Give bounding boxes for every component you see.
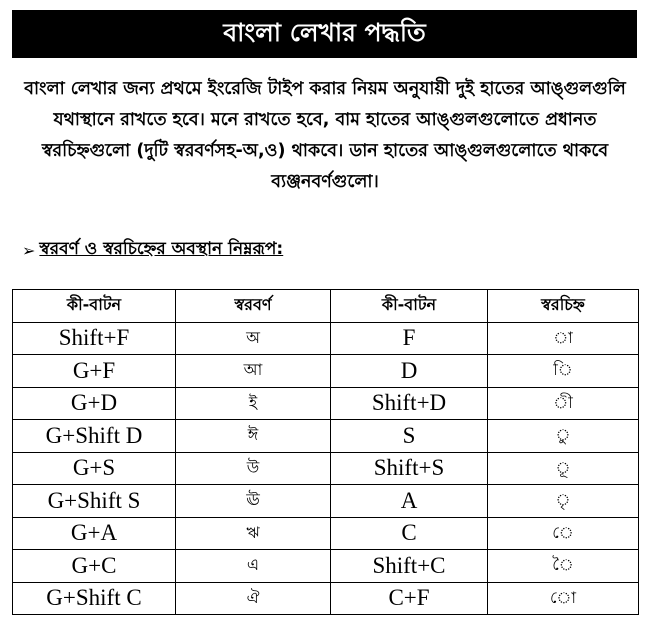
table-cell-vowel-sign: ী bbox=[488, 387, 639, 420]
header-key-button: কী-বাটন bbox=[13, 290, 176, 323]
table-cell-key: G+S bbox=[13, 452, 176, 485]
table-row bbox=[13, 387, 639, 420]
table-cell-key-2: D bbox=[331, 355, 488, 388]
table-cell-key: G+D bbox=[13, 387, 176, 420]
table-cell-vowel-sign: ৃ bbox=[488, 485, 639, 518]
table-cell-vowel: ঋ bbox=[176, 517, 331, 550]
table-cell-key-2: F bbox=[331, 322, 488, 355]
section-heading-text: স্বরবর্ণ ও স্বরচিহ্নের অবস্থান নিম্নরূপ: bbox=[39, 239, 284, 259]
table-cell-key: G+C bbox=[13, 550, 176, 583]
table-cell-key: G+A bbox=[13, 517, 176, 550]
table-row bbox=[13, 550, 639, 583]
table-cell-vowel: আ bbox=[176, 355, 331, 388]
intro-paragraph: বাংলা লেখার জন্য প্রথমে ইংরেজি টাইপ করার নিয়ম অনুযায়ী দুই হাতের আঙ্গুলগুলি যথাস্থানে রাখতে হবে। মনে রাখতে হবে, বাম হাতের আঙ্গুলগুলোতে প্রধানত স্বরচিহ্নগুলো (দুটি স্বরবর্ণসহ-অ,ও) থাকবে। ডান হাতের আঙ্গুলগুলোতে থাকবে ব্যঞ্জনবর্ণগুলো। bbox=[24, 79, 626, 192]
table-cell-vowel: এ bbox=[176, 550, 331, 583]
table-header-row bbox=[13, 290, 639, 323]
key-mapping-table bbox=[12, 289, 639, 615]
table-cell-key-2: Shift+S bbox=[331, 452, 488, 485]
table-cell-key-2: Shift+C bbox=[331, 550, 488, 583]
table-cell-key-2: Shift+D bbox=[331, 387, 488, 420]
table-cell-key-2: C+F bbox=[331, 582, 488, 615]
header-key-button-2: কী-বাটন bbox=[331, 290, 488, 323]
header-vowel: স্বরবর্ণ bbox=[176, 290, 331, 323]
table-row bbox=[13, 452, 639, 485]
table-cell-key: G+Shift S bbox=[13, 485, 176, 518]
table-cell-key: G+Shift C bbox=[13, 582, 176, 615]
table-cell-vowel: ঈ bbox=[176, 420, 331, 453]
arrow-bullet-icon: ➢ bbox=[22, 240, 36, 260]
table-row bbox=[13, 582, 639, 615]
table-cell-vowel: উ bbox=[176, 452, 331, 485]
table-cell-key: Shift+F bbox=[13, 322, 176, 355]
table-row bbox=[13, 322, 639, 355]
table-cell-vowel-sign: ু bbox=[488, 420, 639, 453]
table-cell-vowel: ঊ bbox=[176, 485, 331, 518]
page-title-text: বাংলা লেখার পদ্ধতি bbox=[223, 17, 426, 47]
table-cell-key-2: C bbox=[331, 517, 488, 550]
table-cell-key-2: A bbox=[331, 485, 488, 518]
table-cell-vowel: ই bbox=[176, 387, 331, 420]
table-cell-vowel-sign: া bbox=[488, 322, 639, 355]
table-cell-key: G+Shift D bbox=[13, 420, 176, 453]
table-cell-vowel-sign: ৈ bbox=[488, 550, 639, 583]
table-cell-vowel-sign: ে bbox=[488, 517, 639, 550]
page-title bbox=[12, 10, 637, 58]
table-cell-vowel-sign: ো bbox=[488, 582, 639, 615]
section-heading bbox=[22, 236, 283, 264]
table-row bbox=[13, 355, 639, 388]
table-cell-vowel-sign: ি bbox=[488, 355, 639, 388]
table-cell-key-2: S bbox=[331, 420, 488, 453]
table-cell-key: G+F bbox=[13, 355, 176, 388]
table-row bbox=[13, 420, 639, 453]
header-vowel-sign: স্বরচিহ্ন bbox=[488, 290, 639, 323]
table-row bbox=[13, 517, 639, 550]
table-cell-vowel: ঐ bbox=[176, 582, 331, 615]
table-cell-vowel-sign: ূ bbox=[488, 452, 639, 485]
table-row bbox=[13, 485, 639, 518]
table-cell-vowel: অ bbox=[176, 322, 331, 355]
